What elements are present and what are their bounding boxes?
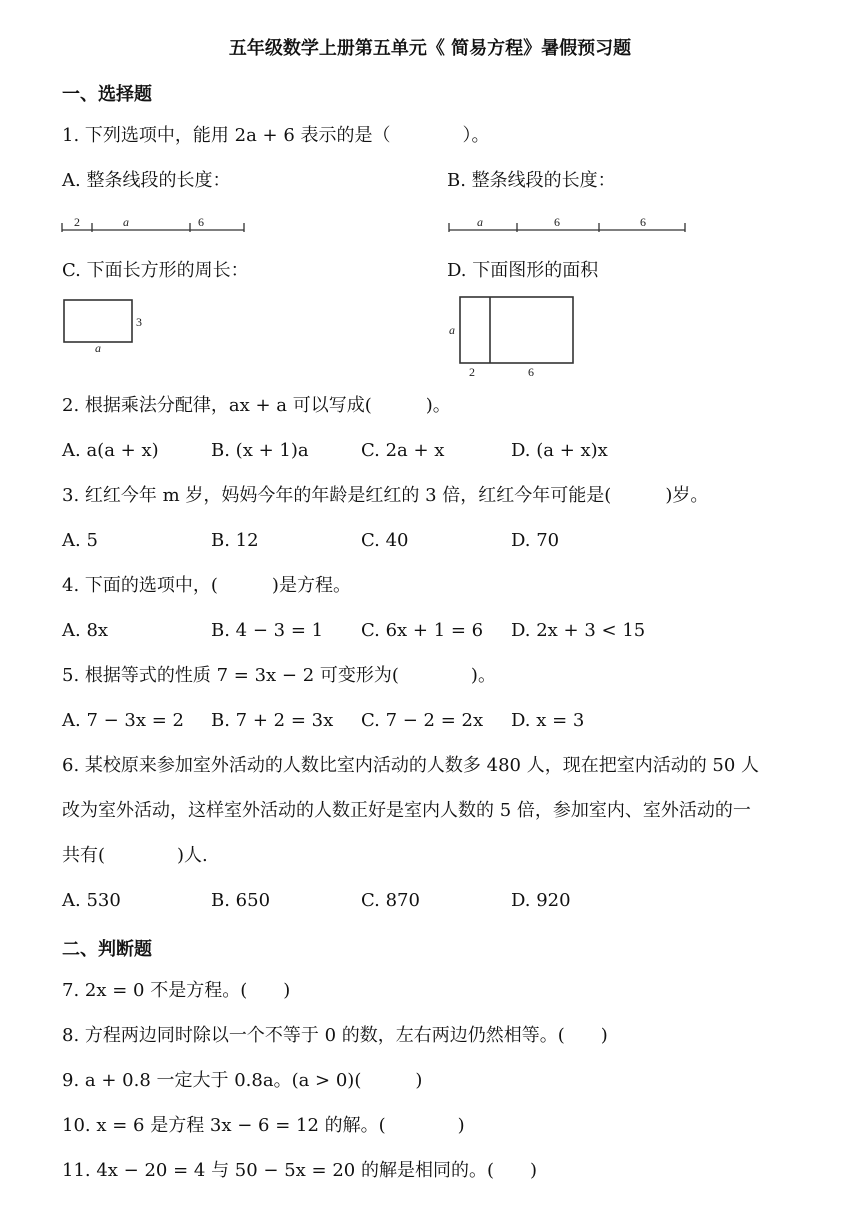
question-5-stem: 5. 根据等式的性质 7 = 3x − 2 可变形为( )。 <box>62 665 496 686</box>
question-4-option-c: C. 6x + 1 = 6 <box>361 620 484 641</box>
question-3-option-c: C. 40 <box>361 530 409 551</box>
page-title: 五年级数学上册第五单元《 简易方程》暑假预习题 <box>228 38 632 59</box>
question-3-stem: 3. 红红今年 m 岁，妈妈今年的年龄是红红的 3 倍，红红今年可能是( )岁。 <box>62 485 709 506</box>
segment-figure-b <box>447 210 687 234</box>
question-6-stem-line: 改为室外活动，这样室外活动的人数正好是室内人数的 5 倍，参加室内、室外活动的一 <box>62 800 751 821</box>
segment-label: 2 <box>74 215 80 229</box>
question-7: 7. 2x = 0 不是方程。( ) <box>62 980 291 1001</box>
question-2-option-d: D. (a + x)x <box>511 440 608 461</box>
rectangle-side-label: a <box>95 341 101 355</box>
figure-side-label: a <box>449 323 455 337</box>
segment-figure-a <box>60 210 250 234</box>
question-5-option-d: D. x = 3 <box>511 710 585 731</box>
question-6-option-b: B. 650 <box>211 890 271 911</box>
question-1-option-c: C. 下面长方形的周长： <box>62 260 249 281</box>
question-6-stem-line: 6. 某校原来参加室外活动的人数比室内活动的人数多 480 人，现在把室内活动的 50 人 <box>62 755 760 776</box>
question-4-option-b: B. 4 − 3 = 1 <box>211 620 324 641</box>
question-3-option-a: A. 5 <box>62 530 98 551</box>
question-6-option-a: A. 530 <box>62 890 121 911</box>
question-8: 8. 方程两边同时除以一个不等于 0 的数，左右两边仍然相等。( ) <box>62 1025 608 1046</box>
question-1-option-a: A. 整条线段的长度： <box>62 170 231 191</box>
question-6-option-d: D. 920 <box>511 890 571 911</box>
segment-label: 6 <box>640 215 646 229</box>
rectangle-figure-c <box>62 298 152 358</box>
question-4-stem: 4. 下面的选项中，( )是方程。 <box>62 575 351 596</box>
question-1-stem: 1. 下列选项中，能用 2a + 6 表示的是（ ）。 <box>62 125 490 146</box>
question-2-option-c: C. 2a + x <box>361 440 445 461</box>
question-6-option-c: C. 870 <box>361 890 420 911</box>
question-10: 10. x = 6 是方程 3x − 6 = 12 的解。( ) <box>62 1115 465 1136</box>
section-heading-judgement: 二、判断题 <box>62 939 152 960</box>
question-6-stem-line: 共有( )人. <box>62 845 208 866</box>
question-2-stem: 2. 根据乘法分配律，ax + a 可以写成( )。 <box>62 395 451 416</box>
figure-side-label: 2 <box>469 365 475 379</box>
segment-label: a <box>123 215 129 229</box>
segment-label: 6 <box>198 215 204 229</box>
question-5-option-b: B. 7 + 2 = 3x <box>211 710 334 731</box>
section-heading-choice: 一、选择题 <box>62 84 152 105</box>
question-5-option-a: A. 7 − 3x = 2 <box>62 710 185 731</box>
question-9: 9. a + 0.8 一定大于 0.8a。(a > 0)( ) <box>62 1070 423 1091</box>
question-4-option-a: A. 8x <box>62 620 109 641</box>
figure-side-label: 6 <box>528 365 534 379</box>
segment-label: 6 <box>554 215 560 229</box>
question-3-option-b: B. 12 <box>211 530 259 551</box>
question-5-option-c: C. 7 − 2 = 2x <box>361 710 484 731</box>
question-1-option-b: B. 整条线段的长度： <box>447 170 616 191</box>
area-figure-d <box>445 294 580 384</box>
question-11: 11. 4x − 20 = 4 与 50 − 5x = 20 的解是相同的。( ) <box>62 1160 538 1181</box>
question-2-option-a: A. a(a + x) <box>62 440 159 461</box>
segment-label: a <box>477 215 483 229</box>
question-4-option-d: D. 2x + 3 < 15 <box>511 620 646 641</box>
question-1-option-d: D. 下面图形的面积 <box>447 260 599 281</box>
question-3-option-d: D. 70 <box>511 530 560 551</box>
rectangle-side-label: 3 <box>136 315 142 329</box>
question-2-option-b: B. (x + 1)a <box>211 440 309 461</box>
